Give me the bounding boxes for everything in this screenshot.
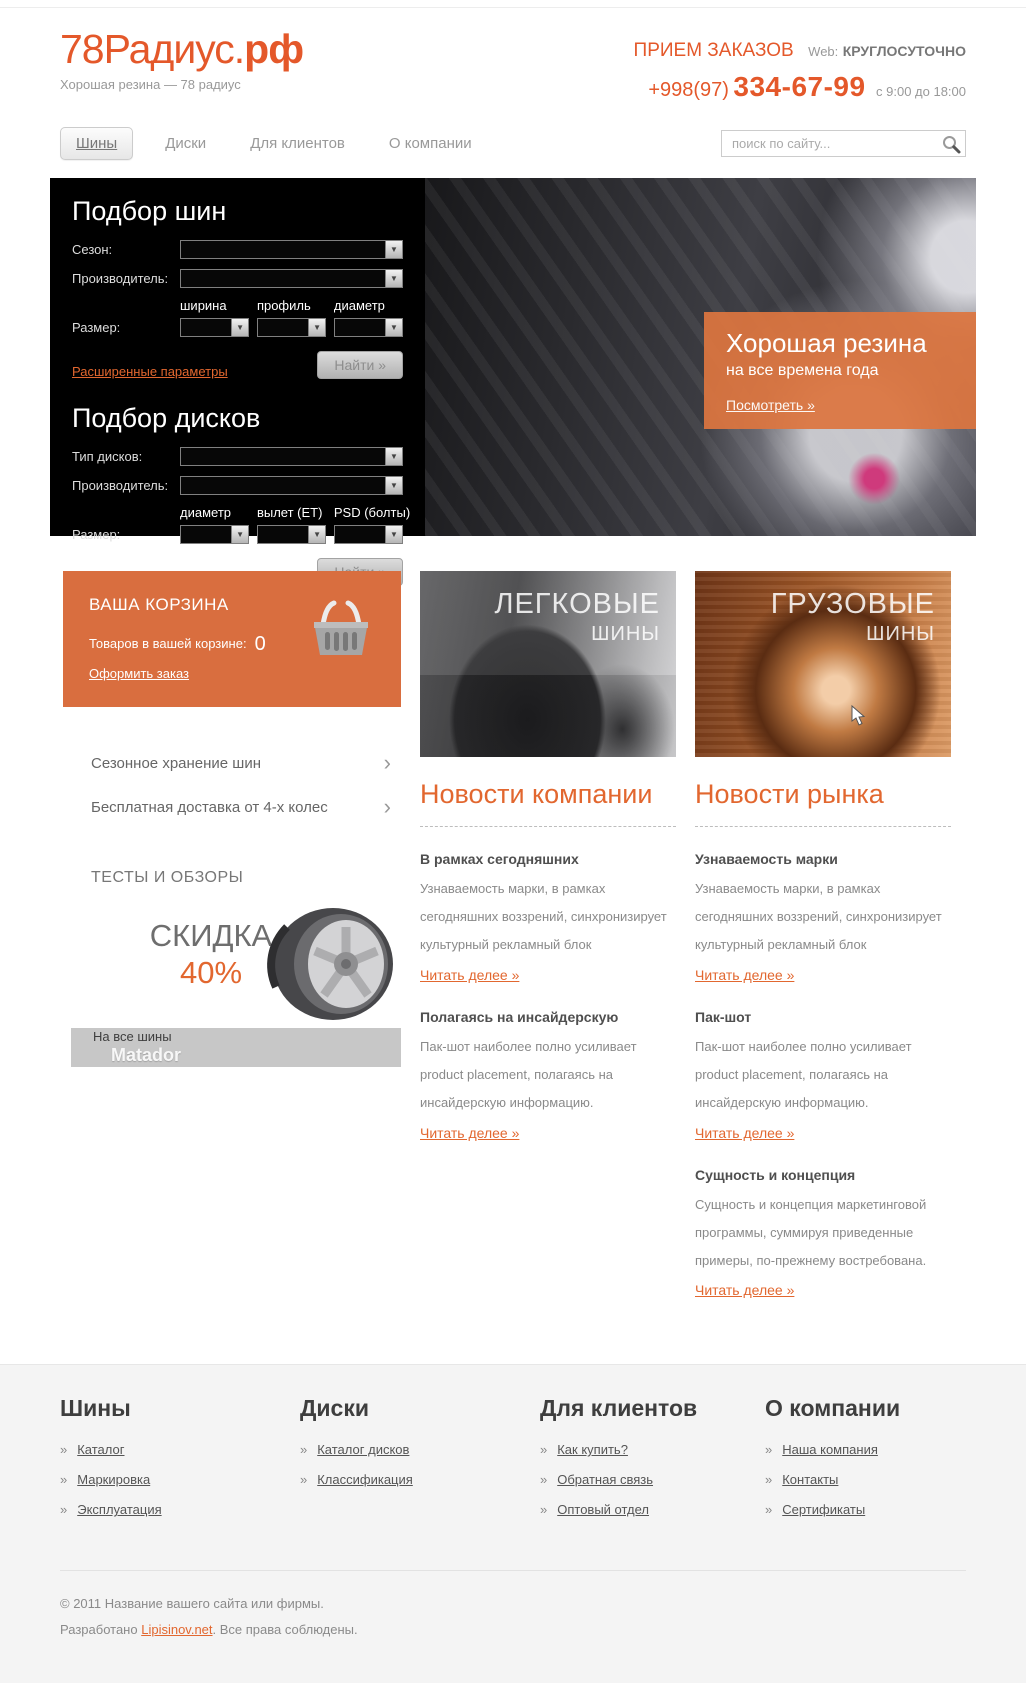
cart-count-value: 0: [254, 633, 266, 655]
promo-subtitle: на все времена года: [726, 362, 879, 379]
site-footer: [0, 1364, 1026, 1683]
dropdown-arrow-icon[interactable]: ▼: [385, 241, 402, 258]
tire-size-label: Размер:: [72, 320, 121, 335]
site-logo[interactable]: [60, 28, 303, 71]
tile-title: ЛЕГКОВЫЕ: [494, 588, 660, 620]
promo-link-label: Сезонное хранение шин: [91, 754, 261, 772]
footer-link-our-company[interactable]: Наша компания: [782, 1442, 878, 1458]
bullet-icon: »: [60, 1442, 68, 1458]
footer-column-clients: [540, 1395, 765, 1532]
discount-strip: [71, 1028, 401, 1067]
footer-link-disc-catalog[interactable]: Каталог дисков: [317, 1442, 410, 1458]
search-input[interactable]: [721, 130, 966, 157]
web-value: КРУГЛОСУТОЧНО: [842, 43, 966, 59]
search-forms-panel: [50, 178, 425, 542]
news-article-body: Пак-шот наиболее полно усиливает product placement, полагаясь на инсайдерскую информацию.: [695, 1038, 912, 1110]
tests-reviews-heading: ТЕСТЫ И ОБЗОРЫ: [91, 869, 244, 886]
diameter-column-label: диаметр: [333, 298, 385, 313]
developer-link[interactable]: Lipisinov.net: [141, 1622, 213, 1638]
copyright-block: [60, 1570, 966, 1643]
news-article: [420, 851, 676, 985]
footer-link-certificates[interactable]: Сертификаты: [782, 1502, 866, 1518]
profile-select[interactable]: [257, 318, 326, 337]
disc-manufacturer-select[interactable]: [180, 476, 403, 495]
news-article-body: Пак-шот наиболее полно усиливает product placement, полагаясь на инсайдерскую информацию.: [420, 1038, 637, 1110]
footer-heading: Диски: [300, 1395, 369, 1422]
chevron-right-icon: ›: [383, 750, 391, 775]
dashed-divider: [420, 826, 676, 827]
dropdown-arrow-icon[interactable]: ▼: [308, 526, 325, 543]
phone-line: [634, 71, 966, 103]
tile-subtitle: ШИНЫ: [866, 622, 935, 645]
footer-link-classification[interactable]: Классификация: [317, 1472, 413, 1488]
bullet-icon: »: [60, 1472, 68, 1488]
bullet-icon: »: [540, 1442, 548, 1458]
news-article-title: Узнаваемость марки: [695, 851, 838, 867]
find-tires-button[interactable]: Найти »: [317, 351, 403, 379]
season-select[interactable]: [180, 240, 403, 259]
footer-columns: [50, 1395, 976, 1532]
discount-strip-brand: Matador: [111, 1044, 182, 1065]
bullet-icon: »: [540, 1502, 548, 1518]
tire-manufacturer-label: Производитель:: [72, 271, 169, 286]
bullet-icon: »: [765, 1472, 773, 1488]
promo-links: [63, 741, 401, 829]
web-label: Web:: [808, 44, 839, 59]
disc-manufacturer-label: Производитель:: [72, 478, 169, 493]
promo-overlay: [704, 312, 976, 429]
truck-tires-tile[interactable]: [695, 571, 951, 757]
cart-title: ВАША КОРЗИНА: [89, 595, 229, 614]
bullet-icon: »: [300, 1442, 308, 1458]
read-more-link[interactable]: Читать делее »: [695, 1124, 795, 1141]
dropdown-arrow-icon[interactable]: ▼: [385, 319, 402, 336]
dropdown-arrow-icon[interactable]: ▼: [385, 270, 402, 287]
disc-psd-select[interactable]: [334, 525, 403, 544]
news-article-body: Узнаваемость марки, в рамках сегодняшних воззрений, синхронизирует культурный рекламный блок: [420, 881, 667, 952]
main-content: [63, 571, 976, 1300]
dashed-divider: [695, 826, 951, 827]
read-more-link[interactable]: Читать делее »: [420, 1124, 520, 1141]
disc-search-form: [72, 403, 411, 586]
market-news-heading: Новости рынка: [695, 779, 884, 809]
footer-link-catalog[interactable]: Каталог: [77, 1442, 125, 1458]
disc-psd-column-label: PSD (болты): [333, 505, 411, 520]
bullet-icon: »: [765, 1502, 773, 1518]
promo-title: Хорошая резина: [726, 328, 927, 358]
dropdown-arrow-icon[interactable]: ▼: [231, 526, 248, 543]
dropdown-arrow-icon[interactable]: ▼: [385, 477, 402, 494]
logo-text-bold: рф: [244, 26, 304, 72]
cart-count-label: Товаров в вашей корзине:: [89, 636, 247, 651]
footer-link-wholesale[interactable]: Оптовый отдел: [557, 1502, 649, 1518]
nav-item-discs[interactable]: Диски: [165, 135, 207, 152]
news-article: [695, 1009, 951, 1143]
discount-value: 40%: [179, 955, 243, 991]
developed-suffix: . Все права соблюдены.: [212, 1622, 358, 1638]
checkout-link[interactable]: Оформить заказ: [89, 666, 190, 681]
news-article-title: Полагаясь на инсайдерскую: [420, 1008, 619, 1025]
tile-subtitle: ШИНЫ: [591, 622, 660, 645]
disc-type-label: Тип дисков:: [72, 449, 143, 464]
search-box: [721, 130, 966, 157]
tire-search-form: [72, 196, 403, 379]
cursor-icon: [851, 705, 866, 726]
news-article-body: Узнаваемость марки, в рамках сегодняшних воззрений, синхронизирует культурный рекламный блок: [695, 881, 942, 952]
nav-item-clients[interactable]: Для клиентов: [250, 135, 345, 152]
news-article-title: В рамках сегодняшних: [420, 851, 579, 867]
news-article-body: Сущность и концепция маркетинговой программы, суммируя приведенные примеры, по-прежнему востребована.: [695, 1196, 927, 1268]
footer-heading: О компании: [765, 1395, 901, 1422]
footer-link-how-to-buy[interactable]: Как купить?: [557, 1442, 628, 1458]
footer-heading: Шины: [60, 1395, 131, 1422]
bullet-icon: »: [765, 1442, 773, 1458]
dropdown-arrow-icon[interactable]: ▼: [385, 526, 402, 543]
tire-form-title: Подбор шин: [72, 196, 227, 226]
footer-column-tires: [60, 1395, 300, 1532]
logo-text: 78Радиус.: [60, 26, 245, 72]
tire-manufacturer-select[interactable]: [180, 269, 403, 288]
discount-banner[interactable]: [63, 907, 401, 1067]
discount-label: СКИДКА: [149, 918, 273, 953]
top-divider: [0, 0, 1026, 8]
site-tagline: Хорошая резина — 78 радиус: [60, 77, 241, 93]
season-label: Сезон:: [72, 242, 113, 257]
footer-column-about: [765, 1395, 966, 1532]
left-column: [63, 571, 401, 1300]
nav-item-about[interactable]: О компании: [388, 135, 472, 152]
news-article-title: Сущность и концепция: [695, 1166, 856, 1183]
promo-view-link[interactable]: Посмотреть »: [726, 397, 815, 413]
developed-prefix: Разработано: [60, 1622, 138, 1638]
footer-link-feedback[interactable]: Обратная связь: [557, 1472, 654, 1488]
disc-form-title: Подбор дисков: [72, 403, 261, 433]
dropdown-arrow-icon[interactable]: ▼: [231, 319, 248, 336]
disc-et-column-label: вылет (ET): [256, 505, 323, 520]
passenger-tires-tile[interactable]: [420, 571, 676, 757]
bullet-icon: »: [300, 1472, 308, 1488]
dropdown-arrow-icon[interactable]: ▼: [308, 319, 325, 336]
copyright-line: © 2011 Название вашего сайта или фирмы.: [60, 1596, 324, 1612]
promo-link-label: Бесплатная доставка от 4-х колес: [91, 798, 328, 816]
dropdown-arrow-icon[interactable]: ▼: [385, 448, 402, 465]
order-line: [634, 40, 966, 62]
orders-title: ПРИЕМ ЗАКАЗОВ: [633, 40, 794, 61]
developer-line: [60, 1617, 966, 1643]
tile-title: ГРУЗОВЫЕ: [770, 588, 935, 620]
phone-number: 334-67-99: [733, 71, 866, 102]
footer-column-discs: [300, 1395, 540, 1532]
bullet-icon: »: [60, 1502, 68, 1518]
basket-icon: [307, 599, 375, 657]
disc-diameter-column-label: диаметр: [180, 505, 231, 520]
news-article: [695, 1167, 951, 1301]
news-article-title: Пак-шот: [695, 1008, 752, 1025]
company-news-column: [420, 571, 676, 1300]
work-hours: с 9:00 до 18:00: [876, 84, 966, 99]
read-more-link[interactable]: Читать делее »: [695, 966, 795, 983]
phone-prefix: +998(97): [648, 79, 729, 101]
bullet-icon: »: [540, 1472, 548, 1488]
market-news-column: [695, 571, 951, 1300]
promo-link-delivery[interactable]: [63, 785, 401, 829]
footer-heading: Для клиентов: [540, 1395, 698, 1422]
footer-link-contacts[interactable]: Контакты: [782, 1472, 839, 1488]
news-article: [420, 1009, 676, 1143]
footer-link-exploitation[interactable]: Эксплуатация: [77, 1502, 162, 1518]
profile-column-label: профиль: [256, 298, 311, 313]
company-news-heading: Новости компании: [420, 779, 653, 809]
read-more-link[interactable]: Читать делее »: [420, 966, 520, 983]
read-more-link[interactable]: Читать делее »: [695, 1282, 795, 1299]
hero-banner-section: [50, 178, 976, 542]
disc-diameter-select[interactable]: [180, 525, 249, 544]
footer-link-marking[interactable]: Маркировка: [77, 1472, 151, 1488]
width-select[interactable]: [180, 318, 249, 337]
width-column-label: ширина: [180, 298, 227, 313]
disc-size-label: Размер:: [72, 527, 121, 542]
discount-strip-text: На все шины: [93, 1028, 172, 1044]
tire-image: [267, 907, 395, 1025]
news-article: [695, 851, 951, 985]
logo-block: [60, 28, 303, 103]
main-nav: [50, 127, 976, 160]
chevron-right-icon: ›: [383, 794, 391, 819]
nav-item-tires[interactable]: Шины: [60, 127, 133, 160]
search-icon[interactable]: [941, 134, 961, 154]
disc-type-select[interactable]: [180, 447, 403, 466]
cart-widget: [63, 571, 401, 707]
advanced-params-link[interactable]: Расширенные параметры: [72, 364, 228, 379]
tire-diameter-select[interactable]: [334, 318, 403, 337]
disc-et-select[interactable]: [257, 525, 326, 544]
order-info: [634, 28, 966, 103]
site-header: [50, 8, 976, 103]
promo-link-storage[interactable]: [63, 741, 401, 785]
